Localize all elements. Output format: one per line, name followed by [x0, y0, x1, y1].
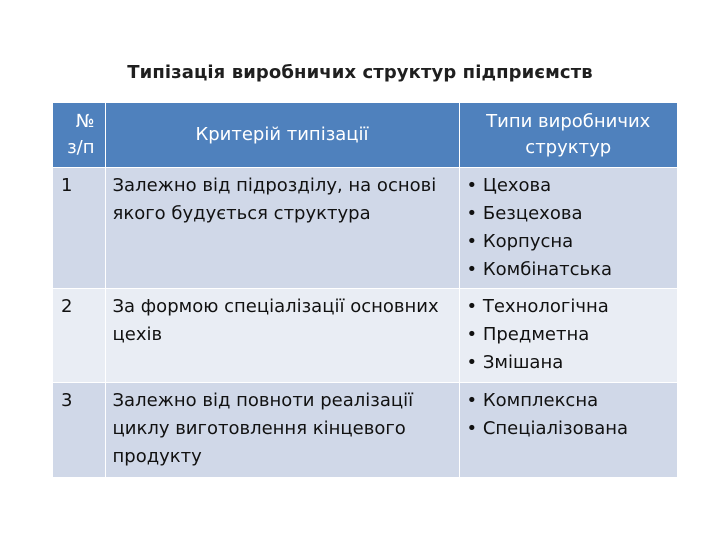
row-types [459, 383, 677, 477]
row-criterion: За формою спеціалізації основних цехів [105, 289, 459, 383]
header-number: № з/п [53, 103, 105, 168]
type-item: • Корпусна [467, 228, 672, 256]
table-row [53, 168, 677, 289]
type-item: • Комбінатська [467, 256, 672, 284]
row-number: 2 [53, 289, 105, 383]
row-types [459, 168, 677, 289]
header-types: Типи виробничих структур [459, 103, 677, 168]
row-types [459, 289, 677, 383]
row-criterion: Залежно від підрозділу, на основі якого будується структура [105, 168, 459, 289]
row-criterion: Залежно від повноти реалізації циклу виготовлення кінцевого продукту [105, 383, 459, 477]
row-number: 3 [53, 383, 105, 477]
slide-title: Типізація виробничих структур підприємств [127, 62, 593, 83]
type-item: • Комплексна [467, 387, 672, 415]
type-item: • Змішана [467, 349, 672, 377]
types-list [467, 387, 672, 443]
typification-table [53, 103, 677, 477]
types-list [467, 293, 672, 377]
table-header-row [53, 103, 677, 168]
type-item: • Технологічна [467, 293, 672, 321]
header-criterion: Критерій типізації [105, 103, 459, 168]
row-number: 1 [53, 168, 105, 289]
type-item: • Спеціалізована [467, 415, 672, 443]
table-row [53, 289, 677, 383]
type-item: • Цехова [467, 172, 672, 200]
type-item: • Безцехова [467, 200, 672, 228]
types-list [467, 172, 672, 284]
type-item: • Предметна [467, 321, 672, 349]
table-row [53, 383, 677, 477]
